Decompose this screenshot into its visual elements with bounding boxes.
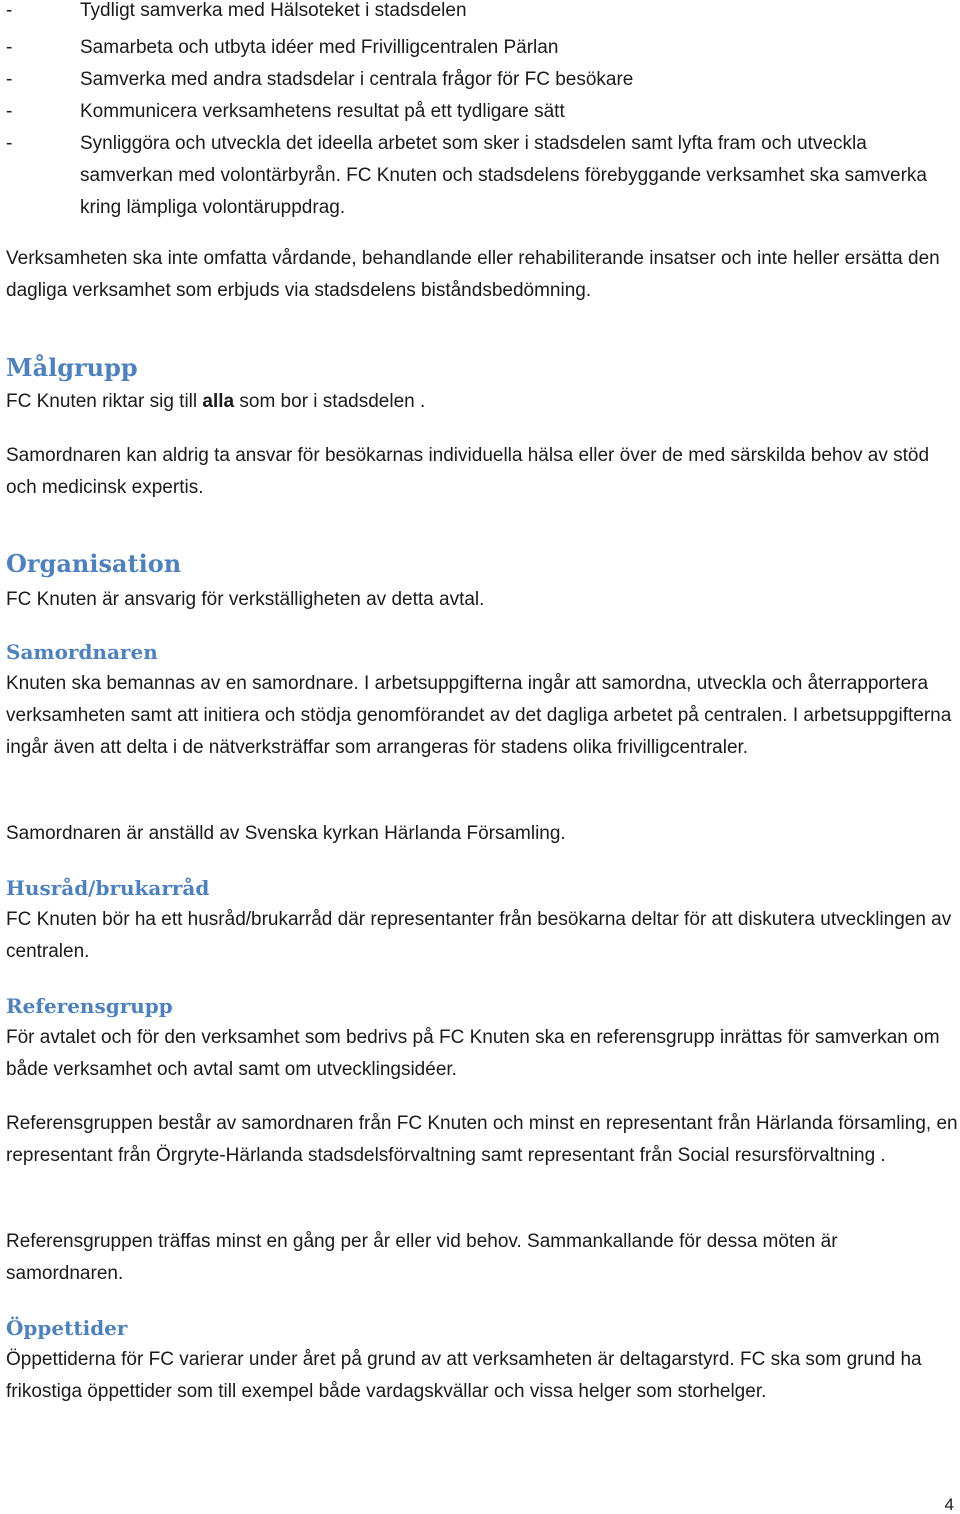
- malgrupp-line-end: som bor i stadsdelen .: [234, 391, 426, 412]
- section-heading-referensgrupp: Referensgrupp: [6, 994, 173, 1018]
- list-item-text: Synliggöra och utveckla det ideella arbetet som sker i stadsdelen samt lyfta fram och utveckla samverkan med volontärbyrån. FC Knuten och stadsdelens förebyggande verksamhet ska samverka kring lämpliga volontäruppdrag.: [80, 133, 927, 218]
- list-item: [6, 0, 958, 22]
- list-dash: -: [6, 69, 13, 90]
- malgrupp-paragraph: Samordnaren kan aldrig ta ansvar för besökarnas individuella hälsa eller över de med särskilda behov av stöd och medicinsk expertis.: [6, 445, 930, 498]
- referensgrupp-paragraph-3: Referensgruppen träffas minst en gång per år eller vid behov. Sammankallande för dessa möten är samordnaren.: [6, 1231, 838, 1284]
- samordnaren-paragraph-2: Samordnaren är anställd av Svenska kyrkan Härlanda Församling.: [6, 823, 566, 844]
- husrad-paragraph: FC Knuten bör ha ett husråd/brukarråd där representanter från besökarna deltar för att diskutera utvecklingen av centralen.: [6, 909, 952, 962]
- list-dash: -: [6, 101, 13, 122]
- section-heading-oppettider: Öppettider: [6, 1316, 128, 1340]
- list-item: [6, 128, 958, 224]
- list-item-text: Samarbeta och utbyta idéer med Frivilligcentralen Pärlan: [80, 37, 559, 58]
- list-item: [6, 32, 958, 64]
- list-item: [6, 96, 958, 128]
- section-heading-organisation: Organisation: [6, 549, 182, 578]
- malgrupp-line-bold: alla: [202, 391, 235, 412]
- list-item-text: Kommunicera verksamhetens resultat på ett tydligare sätt: [80, 101, 565, 122]
- referensgrupp-paragraph-1: För avtalet och för den verksamhet som bedrivs på FC Knuten ska en referensgrupp inrättas för samverkan om både verksamhet och avtal samt om utvecklingsidéer.: [6, 1027, 940, 1080]
- list-item-text: Samverka med andra stadsdelar i centrala frågor för FC besökare: [80, 69, 634, 90]
- bullet-list: [6, 0, 958, 224]
- organisation-paragraph: FC Knuten är ansvarig för verkställigheten av detta avtal.: [6, 589, 485, 610]
- list-item: [6, 64, 958, 96]
- list-dash: -: [6, 0, 13, 21]
- section-heading-malgrupp: Målgrupp: [6, 353, 138, 382]
- page-number: 4: [944, 1495, 954, 1514]
- referensgrupp-paragraph-2: Referensgruppen består av samordnaren från FC Knuten och minst en representant från Härlanda församling, en representant från Örgryte-Härlanda stadsdelsförvaltning samt representant från Social resursförvaltning .: [6, 1113, 958, 1166]
- list-dash: -: [6, 133, 13, 154]
- oppettider-paragraph: Öppettiderna för FC varierar under året på grund av att verksamheten är deltagarstyrd. FC ska som grund ha frikostiga öppettider som till exempel både vardagskvällar och vissa helger som storhelger.: [6, 1349, 922, 1402]
- list-item-text: Tydligt samverka med Hälsoteket i stadsdelen: [80, 0, 467, 21]
- malgrupp-line-start: FC Knuten riktar sig till: [6, 391, 203, 412]
- section-heading-husrad: Husråd/brukarråd: [6, 876, 210, 900]
- malgrupp-line: [6, 386, 958, 418]
- samordnaren-paragraph-1: Knuten ska bemannas av en samordnare. I arbetsuppgifterna ingår att samordna, utveckla och återrapportera verksamheten samt att initiera och stödja genomförandet av det dagliga arbetet på centralen. I arbetsuppgifterna ingår även att delta i de nätverksträffar som arrangeras för stadens olika frivilligcentraler.: [6, 673, 952, 758]
- list-dash: -: [6, 37, 13, 58]
- section-heading-samordnaren: Samordnaren: [6, 640, 158, 664]
- intro-paragraph: Verksamheten ska inte omfatta vårdande, behandlande eller rehabiliterande insatser och inte heller ersätta den dagliga verksamhet som erbjuds via stadsdelens biståndsbedömning.: [6, 248, 940, 301]
